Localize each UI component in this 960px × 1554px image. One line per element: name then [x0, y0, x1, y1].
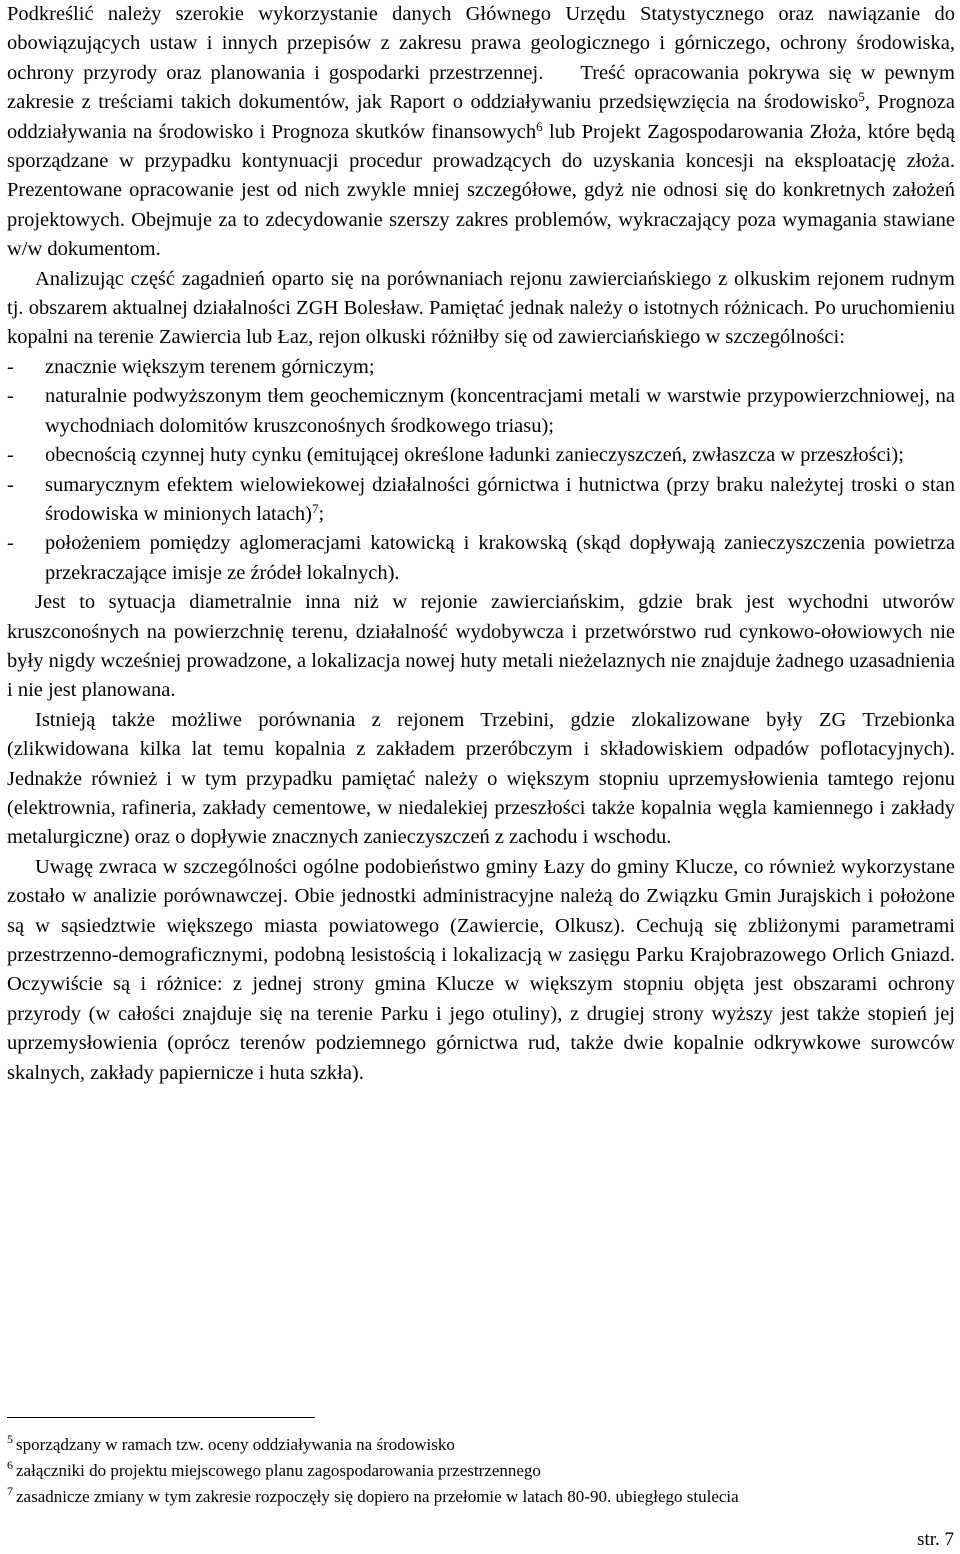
paragraph-trzebinia: Istnieją także możliwe porównania z rejonem Trzebini, gdzie zlokalizowane były ZG Trzebionka (zlikwidowana kilka lat temu kopalnia z zakładem przeróbczym i składowiskiem odpadów poflotacyjnych). Jednakże również i w tym przypadku pamiętać należy o większym stopniu uprzemysłowienia tamtego rejonu (elektrownia, rafineria, zakłady cementowe, w niedalekiej przeszłości także kopalnia węgla kamiennego i zakłady metalurgiczne) oraz o dopływie znacznych zanieczyszczeń z zachodu i wschodu.	[7, 708, 955, 849]
paragraph-intro-text: Podkreślić należy szerokie wykorzystanie danych Głównego Urzędu Statystycznego oraz nawiązanie do obowiązujących ustaw i innych przepisów z zakresu prawa geologicznego i górniczego, ochrony środowiska, ochrony przyrody oraz planowania i gospodarki przestrzennej.	[7, 3, 955, 84]
footnote	[7, 1484, 955, 1510]
footnote-ref-6: 6	[536, 118, 543, 134]
footnote-text: sporządzany w ramach tzw. oceny oddziaływania na środowisko	[16, 1435, 455, 1454]
footnotes	[7, 1432, 955, 1510]
paragraph-contrast: Jest to sytuacja diametralnie inna niż w rejonie zawierciańskim, gdzie brak jest wychodni utworów kruszconośnych na powierzchnię terenu, działalność wydobywcza i przetwórstwo rud cynkowo-ołowiowych nie były nigdy wcześniej prowadzone, a lokalizacja nowej huty metali nieżelaznych nie znajduje żadnego uzasadnienia i nie jest planowana.	[7, 591, 955, 702]
list-item-text: położeniem pomiędzy aglomeracjami katowicką i krakowską (skąd dopływają zanieczyszczenia powietrza przekraczające imisje ze źródeł lokalnych).	[45, 532, 955, 584]
list-dash: -	[7, 444, 14, 467]
list-item	[7, 353, 955, 382]
footnote-separator	[7, 1417, 315, 1418]
list-item	[7, 441, 955, 470]
paragraph-intro	[7, 0, 955, 265]
list-item	[7, 382, 955, 441]
list-item-text: znacznie większym terenem górniczym;	[45, 355, 375, 378]
paragraph-scope-c: lub Projekt Zagospodarowania Złoża, które będą sporządzane w przypadku kontynuacji procedur prowadzących do uzyskania koncesji na eksploatację złoża. Prezentowane opracowanie jest od nich zwykle mniej szczegółowe, gdyż nie odnosi się do konkretnych założeń projektowych. Obejmuje za to zdecydowanie szerszy zakres problemów, wykraczający poza wymagania stawiane w/w dokumentom.	[7, 120, 955, 261]
footnote-text: załączniki do projektu miejscowego planu zagospodarowania przestrzennego	[16, 1461, 541, 1480]
list-item-tail: ;	[318, 502, 325, 525]
page-number: str. 7	[917, 1529, 954, 1550]
list-dash: -	[7, 473, 14, 496]
differences-list	[7, 353, 955, 588]
footnote-ref-7: 7	[312, 500, 319, 516]
paragraph-scope-a: Treść opracowania pokrywa się w pewnym zakresie z treściami takich dokumentów, jak Raport o oddziaływaniu przedsięwzięcia na środowisko	[7, 61, 955, 114]
list-dash: -	[7, 532, 14, 555]
footnote-number: 6	[7, 1458, 13, 1472]
paragraph-klucze: Uwagę zwraca w szczególności ogólne podobieństwo gminy Łazy do gminy Klucze, co również wykorzystane zostało w analizie porównawczej. Obie jednostki administracyjne należą do Związku Gmin Jurajskich i położone są w sąsiedztwie większego miasta powiatowego (Zawiercie, Olkusz). Cechują się zbliżonymi parametrami przestrzenno-demograficznymi, podobną lesistością i lokalizacją w zasięgu Parku Krajobrazowego Orlich Gniazd. Oczywiście są i różnice: z jednej strony gmina Klucze w większym stopniu objęta jest obszarami ochrony przyrody (w całości znajduje się na terenie Parku i jego otuliny), z drugiej strony wyższy jest także stopień jej uprzemysłowienia (oprócz terenów podziemnego górnictwa rud, także dwie kopalnie odkrywkowe surowców skalnych, zakłady papiernicze i huta szkła).	[7, 855, 955, 1084]
paragraph-comparison: Analizując część zagadnień oparto się na porównaniach rejonu zawierciańskiego z olkuskim rejonem rudnym tj. obszarem aktualnej działalności ZGH Bolesław. Pamiętać jednak należy o istotnych różnicach. Po uruchomieniu kopalni na terenie Zawiercia lub Łaz, rejon olkuski różniłby się od zawierciańskiego w szczególności:	[7, 267, 955, 349]
footnote-ref-5: 5	[858, 89, 865, 105]
list-dash: -	[7, 385, 14, 408]
list-item	[7, 471, 955, 530]
list-item-text: naturalnie podwyższonym tłem geochemicznym (koncentracjami metali w warstwie przypowierzchniowej, na wychodniach dolomitów kruszconośnych środkowego triasu);	[45, 385, 955, 437]
list-item-text: sumarycznym efektem wielowiekowej działalności górnictwa i hutnictwa (przy braku należytej troski o stan środowiska w minionych latach)	[45, 473, 955, 525]
paragraph-scope-b: , Prognoza oddziaływania na środowisko i Prognoza skutków finansowych	[7, 91, 955, 143]
footnote-text: zasadnicze zmiany w tym zakresie rozpoczęły się dopiero na przełomie w latach 80-90. ubiegłego stulecia	[16, 1487, 739, 1506]
body-text	[7, 0, 955, 1088]
list-dash: -	[7, 355, 14, 378]
footnote	[7, 1432, 955, 1458]
footnote-number: 7	[7, 1484, 13, 1498]
list-item	[7, 529, 955, 588]
footnote	[7, 1458, 955, 1484]
list-item-text: obecnością czynnej huty cynku (emitującej określone ładunki zanieczyszczeń, zwłaszcza w przeszłości);	[45, 444, 904, 467]
footnote-number: 5	[7, 1432, 13, 1446]
